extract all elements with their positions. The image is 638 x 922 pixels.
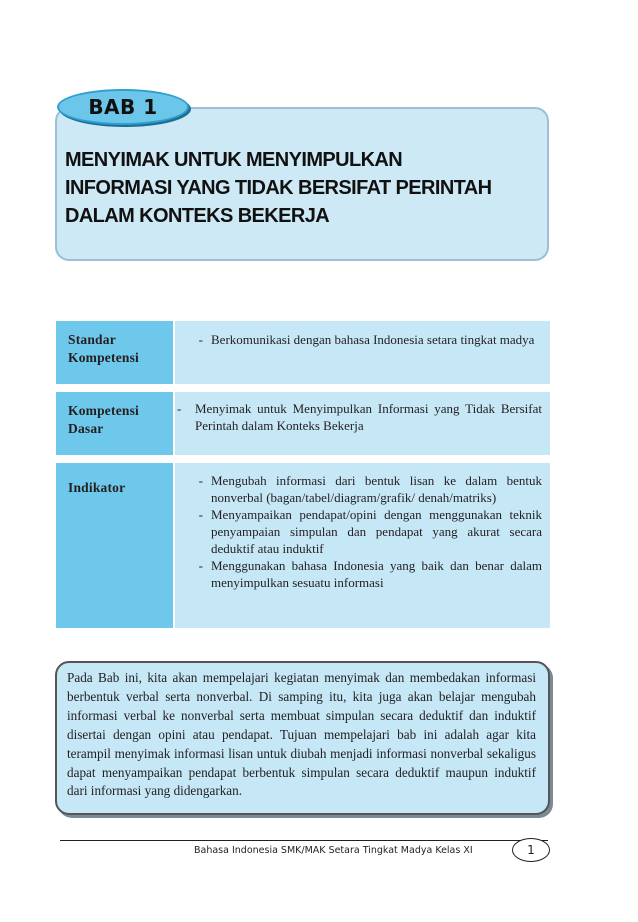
footer-book-title: Bahasa Indonesia SMK/MAK Setara Tingkat Madya Kelas XI bbox=[194, 845, 473, 856]
kompetensi-dasar-content bbox=[175, 392, 550, 455]
kompetensi-dasar-label: Kompetensi Dasar bbox=[56, 392, 173, 455]
chapter-title-line: MENYIMAK UNTUK MENYIMPULKAN bbox=[65, 149, 403, 171]
footer-divider bbox=[60, 840, 548, 841]
page-number: 1 bbox=[512, 838, 550, 862]
chapter-number-tab: BAB 1 bbox=[57, 89, 189, 125]
standar-kompetensi-row bbox=[56, 321, 550, 384]
list-item: - Berkomunikasi dengan bahasa Indonesia setara tingkat madya bbox=[198, 332, 535, 347]
indikator-content bbox=[175, 463, 550, 628]
list-item: - Mengubah informasi dari bentuk lisan ke dalam bentuk nonverbal (bagan/tabel/diagram/grafik/ denah/matriks) bbox=[198, 473, 542, 505]
standar-kompetensi-label: Standar Kompetensi bbox=[56, 321, 173, 384]
indikator-label: Indikator bbox=[56, 463, 173, 628]
kompetensi-dasar-row bbox=[56, 392, 550, 455]
chapter-title-line: DALAM KONTEKS BEKERJA bbox=[65, 205, 330, 227]
indikator-row bbox=[56, 463, 550, 628]
list-item: - Menggunakan bahasa Indonesia yang baik dan benar dalam menyimpulkan sesuatu informasi bbox=[198, 558, 542, 590]
chapter-summary: Pada Bab ini, kita akan mempelajari kegiatan menyimak dan membedakan informasi berbentuk verbal serta nonverbal. Di samping itu, kita juga akan belajar mengubah informasi verbal ke nonverbal serta membuat simpulan secara deduktif dan induktif disertai dengan opini atau pendapat. Tujuan mempelajari bab ini adalah agar kita terampil menyimak informasi lisan untuk diubah menjadi informasi nonverbal sekaligus dapat menyampaikan pendapat berbentuk simpulan secara deduktif maupun induktif dari informasi yang didengarkan. bbox=[55, 661, 550, 815]
list-item: - Menyimak untuk Menyimpulkan Informasi yang Tidak Bersifat Perintah dalam Konteks Bekerja bbox=[177, 401, 542, 433]
list-item: - Menyampaikan pendapat/opini dengan menggunakan teknik penyampaian simpulan dan pendapat yang akurat secara deduktif atau induktif bbox=[198, 507, 542, 556]
chapter-title-line: INFORMASI YANG TIDAK BERSIFAT PERINTAH bbox=[65, 177, 492, 199]
chapter-title bbox=[65, 146, 545, 230]
standar-kompetensi-content bbox=[175, 321, 550, 384]
